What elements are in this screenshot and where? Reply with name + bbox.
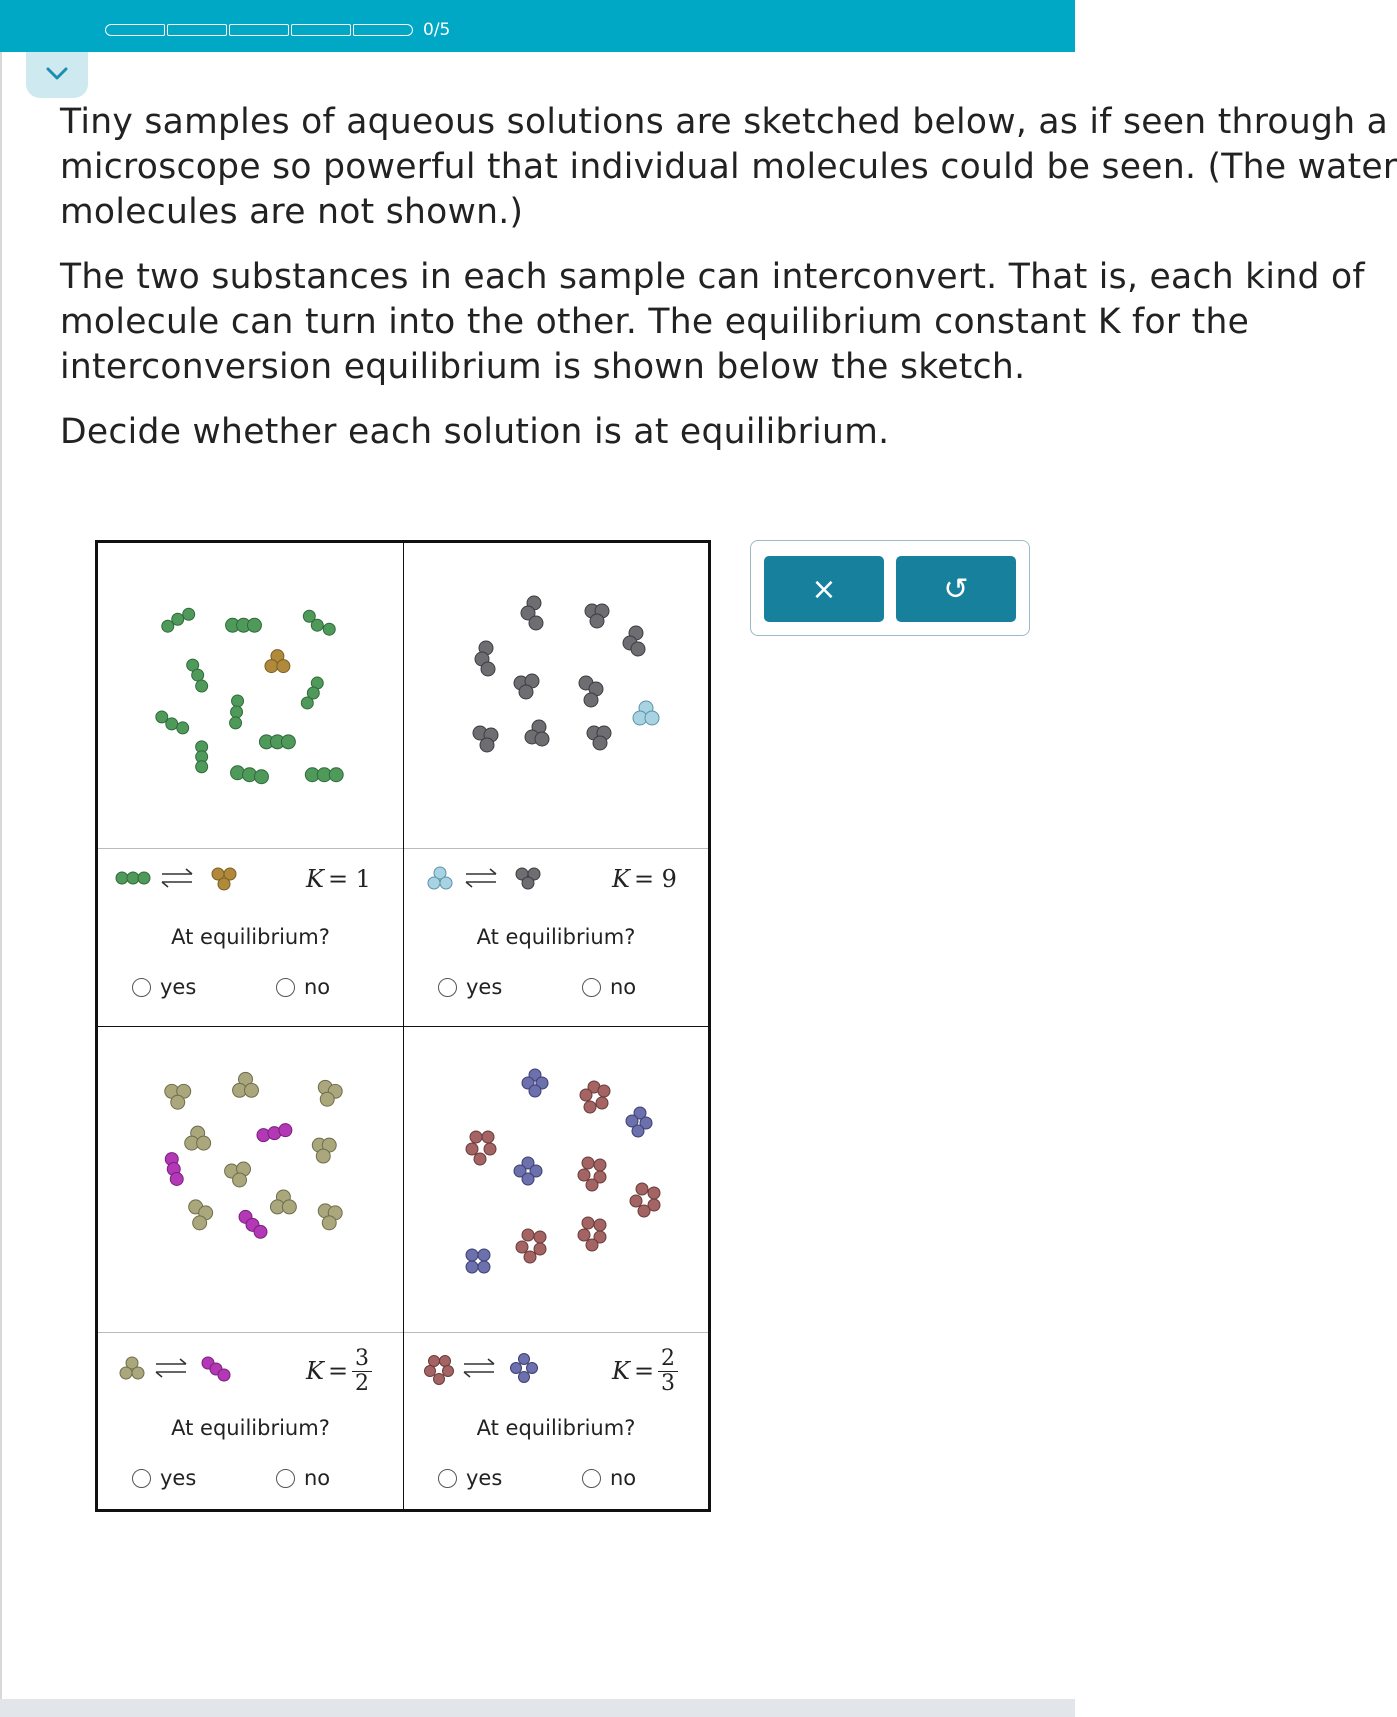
k-fraction <box>352 1347 372 1396</box>
question-label: At equilibrium? <box>476 1416 636 1440</box>
chevron-down-icon <box>45 66 69 82</box>
instructions-line: microscope so powerful that individual molecules could be seen. (The water <box>60 147 1397 187</box>
instructions-line: The two substances in each sample can interconvert. That is, each kind of <box>60 257 1365 297</box>
instructions-paragraph-1 <box>60 100 1397 235</box>
collapse-button[interactable] <box>26 52 88 98</box>
sample-cell-4 <box>404 1027 708 1509</box>
yes-option[interactable] <box>132 975 196 999</box>
radio-icon[interactable] <box>132 1469 151 1488</box>
sample-cell-1 <box>98 543 404 1027</box>
k-label: K <box>306 865 324 893</box>
no-option[interactable] <box>582 975 636 999</box>
molecule-icon <box>212 868 236 890</box>
radio-icon[interactable] <box>582 978 601 997</box>
equilibrium-icon <box>418 849 558 909</box>
progress-segment <box>291 24 351 36</box>
option-label: no <box>304 1466 331 1490</box>
k-value <box>612 1341 678 1401</box>
k-equals: = <box>633 1357 655 1385</box>
radio-icon[interactable] <box>438 1469 457 1488</box>
no-option[interactable] <box>276 975 330 999</box>
sample-cell-2 <box>404 543 708 1027</box>
equilibrium-icon <box>110 849 250 909</box>
undo-button[interactable] <box>896 556 1016 622</box>
instructions-line: molecule can turn into the other. The equilibrium constant K for the <box>60 302 1250 342</box>
progress-bar <box>105 20 450 40</box>
radio-icon[interactable] <box>132 978 151 997</box>
radio-icon[interactable] <box>582 1469 601 1488</box>
question-label: At equilibrium? <box>171 1416 330 1440</box>
radio-icon[interactable] <box>276 1469 295 1488</box>
yes-option[interactable] <box>438 1466 502 1490</box>
question-label: At equilibrium? <box>476 925 636 949</box>
instructions-line: interconversion equilibrium is shown below the sketch. <box>60 347 1026 387</box>
instructions-line: Tiny samples of aqueous solutions are sketched below, as if seen through a <box>60 102 1389 142</box>
top-bar <box>0 0 1075 52</box>
k-denominator: 2 <box>355 1370 370 1396</box>
k-value <box>612 849 677 909</box>
no-option[interactable] <box>582 1466 636 1490</box>
progress-segment <box>105 24 165 36</box>
k-text: = 9 <box>633 865 677 893</box>
answer-toolbox <box>750 540 1030 636</box>
yes-option[interactable] <box>132 1466 196 1490</box>
progress-segment <box>229 24 289 36</box>
sample-cell-3 <box>98 1027 404 1509</box>
molecule-sketch <box>98 1027 403 1332</box>
option-label: yes <box>160 1466 197 1490</box>
equilibrium-icon <box>418 1341 558 1401</box>
equilibrium-icon <box>110 1341 250 1401</box>
k-value <box>306 1341 372 1401</box>
option-label: yes <box>466 1466 503 1490</box>
k-label: K <box>306 1357 324 1385</box>
sample-grid <box>95 540 711 1512</box>
instructions <box>60 100 1397 455</box>
molecule-sketch <box>404 1027 708 1332</box>
k-equals: = <box>327 1357 349 1385</box>
radio-icon[interactable] <box>438 978 457 997</box>
equilibrium-row <box>404 848 708 909</box>
yes-option[interactable] <box>438 975 502 999</box>
option-label: no <box>610 1466 637 1490</box>
question-label: At equilibrium? <box>171 925 330 949</box>
option-label: yes <box>466 975 503 999</box>
clear-button[interactable] <box>764 556 884 622</box>
k-label: K <box>612 865 630 893</box>
progress-text: 0/5 <box>423 20 451 40</box>
option-label: yes <box>160 975 197 999</box>
molecule-icon <box>428 867 452 889</box>
equilibrium-row <box>98 1332 403 1396</box>
equilibrium-row <box>98 848 403 909</box>
progress-segment <box>167 24 227 36</box>
instructions-paragraph-3: Decide whether each solution is at equilibrium. <box>60 412 890 452</box>
k-denominator: 3 <box>661 1370 676 1396</box>
molecule-sketch <box>404 543 708 848</box>
equilibrium-row <box>404 1332 708 1396</box>
undo-icon: ↺ <box>943 571 969 607</box>
k-value <box>306 849 371 909</box>
molecule-icon <box>516 868 540 889</box>
k-fraction <box>658 1347 678 1396</box>
equilibrium-arrows-icon <box>464 1359 494 1377</box>
molecule-icon <box>425 1356 454 1385</box>
instructions-paragraph-2 <box>60 255 1365 390</box>
molecule-icon <box>202 1357 230 1381</box>
radio-icon[interactable] <box>276 978 295 997</box>
bottom-bar <box>0 1699 1075 1717</box>
molecule-icon <box>120 1357 144 1379</box>
no-option[interactable] <box>276 1466 330 1490</box>
molecule-sketch <box>98 543 403 848</box>
k-numerator: 3 <box>352 1347 372 1372</box>
k-text: = 1 <box>327 865 371 893</box>
instructions-line: molecules are not shown.) <box>60 192 524 232</box>
equilibrium-arrows-icon <box>162 869 192 887</box>
equilibrium-arrows-icon <box>156 1359 186 1377</box>
close-icon: × <box>811 571 837 607</box>
progress-segment <box>353 24 413 36</box>
option-label: no <box>610 975 637 999</box>
k-label: K <box>612 1357 630 1385</box>
molecule-icon <box>511 1354 538 1383</box>
option-label: no <box>304 975 331 999</box>
left-border <box>0 52 2 1702</box>
equilibrium-arrows-icon <box>466 869 496 887</box>
molecule-icon <box>116 872 150 884</box>
k-numerator: 2 <box>658 1347 678 1372</box>
